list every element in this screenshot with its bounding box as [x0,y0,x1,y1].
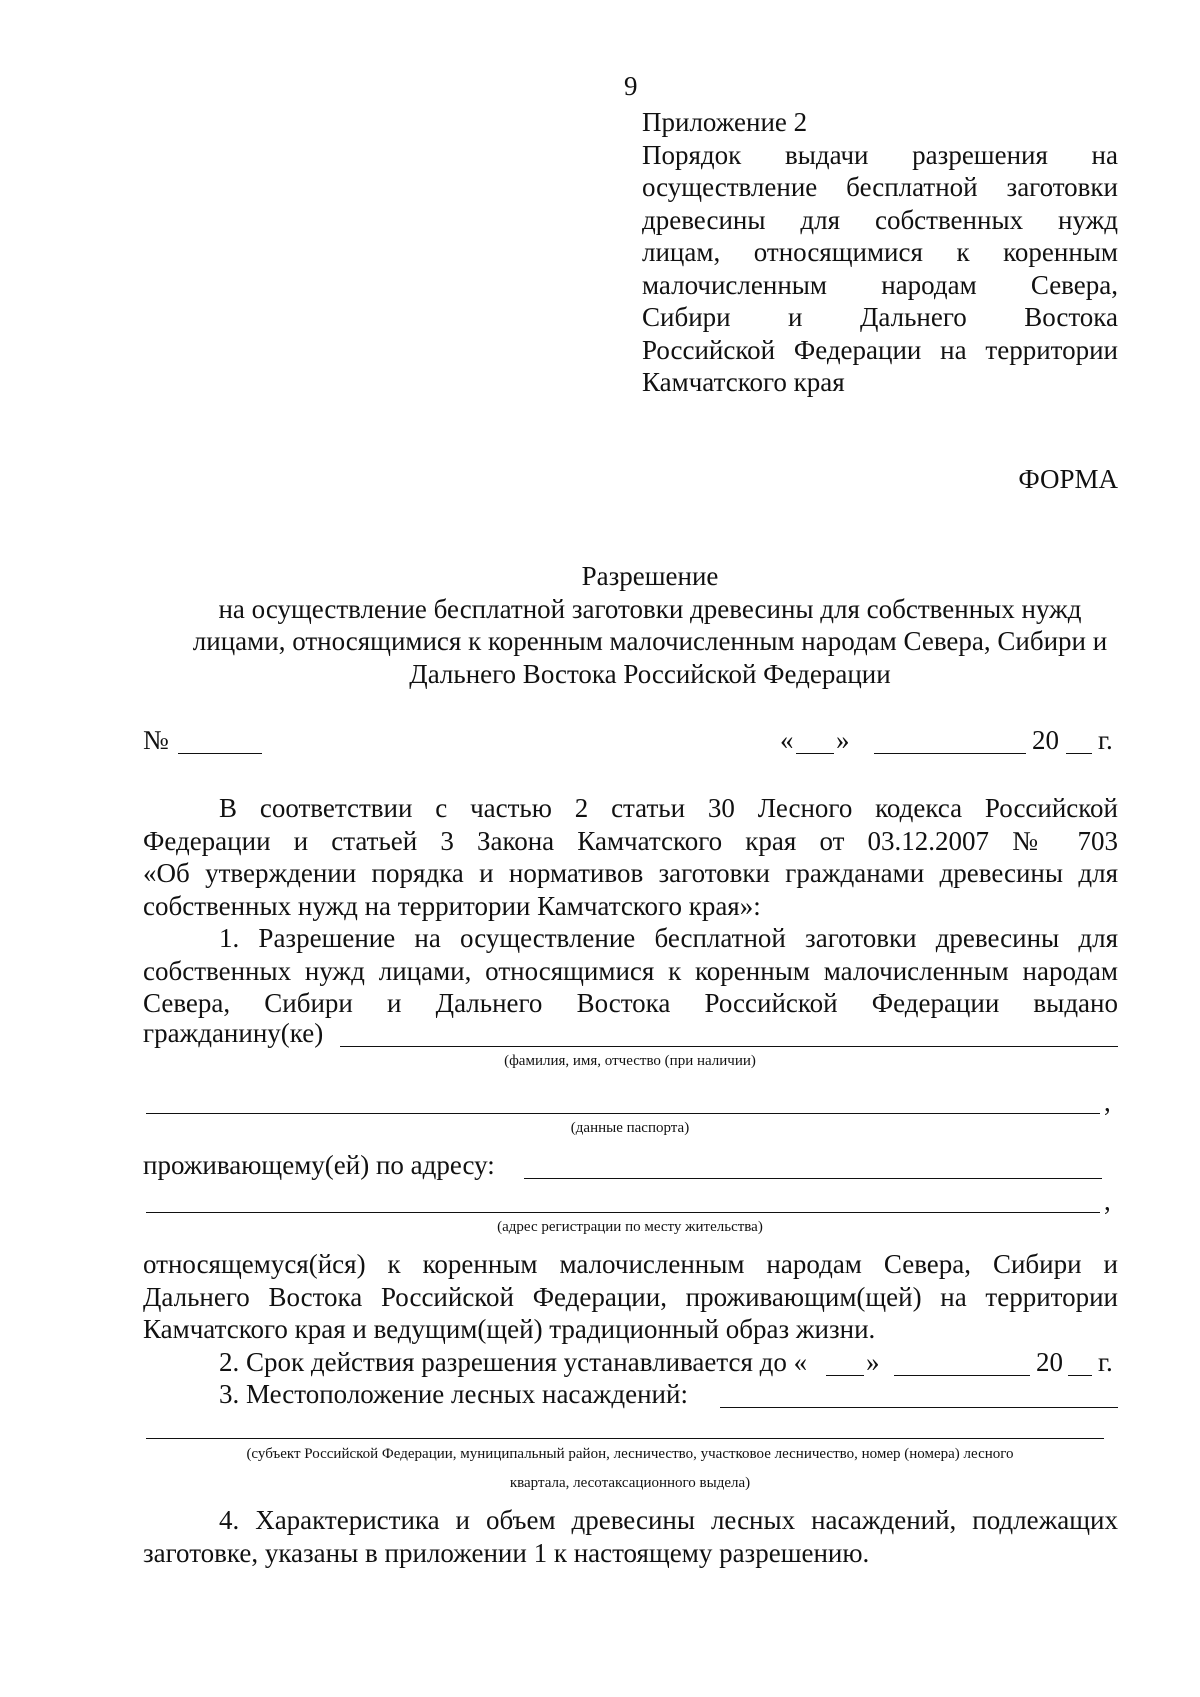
belonging-line: Дальнего Востока Российской Федерации, проживающим(щей) на территории [143,1281,1118,1312]
number-blank[interactable] [178,753,262,754]
item-1-line: Севера, Сибири и Дальнего Востока Российской Федерации выдано [143,988,1118,1018]
year-blank[interactable] [1066,753,1092,754]
preamble [143,792,1118,922]
address-field[interactable] [524,1178,1102,1179]
appendix-title-line: древесины для собственных нужд [642,204,1118,235]
month-blank[interactable] [874,753,1026,754]
preamble-line: «Об утверждении порядка и нормативов заготовки гражданами древесины для [143,858,1118,888]
day-blank[interactable] [796,753,834,754]
year-suffix: г. [1098,725,1113,755]
belonging-paragraph [143,1248,1118,1346]
appendix-block [642,106,1118,399]
form-label: ФОРМА [1018,464,1118,494]
item-2-year-blank[interactable] [1068,1375,1092,1376]
address-caption: (адрес регистрации по месту жительства) [497,1219,763,1235]
number-sign: № [143,725,169,755]
passport-comma: , [1104,1087,1111,1117]
fio-field[interactable] [340,1046,1118,1047]
preamble-line: собственных нужд на территории Камчатского края»: [143,890,761,921]
item-1 [143,922,1118,1020]
item-2-day-blank[interactable] [826,1375,864,1376]
appendix-title-line: Российской Федерации на территории [642,334,1118,365]
location-caption-2: квартала, лесотаксационного выдела) [509,1475,751,1491]
item-2-quote-close: » [866,1347,880,1377]
appendix-title-line: Порядок выдачи разрешения на [642,139,1118,170]
title-line: на осуществление бесплатной заготовки древесины для собственных нужд [218,593,1082,624]
item-2-year-prefix: 20 [1036,1347,1063,1377]
appendix-title-line: лицам, относящимися к коренным [642,237,1118,267]
date-quote-open: « [780,725,794,755]
address-comma: , [1104,1186,1111,1216]
address-field-2[interactable] [146,1212,1100,1213]
item-4-line: 4. Характеристика и объем древесины лесных насаждений, подлежащих [219,1505,1118,1535]
preamble-line: В соответствии с частью 2 статьи 30 Лесного кодекса Российской [219,793,1118,823]
appendix-title-line: малочисленным народам Севера, [642,269,1118,300]
appendix-title-line: осуществление бесплатной заготовки [642,172,1118,202]
fio-caption: (фамилия, имя, отчество (при наличии) [504,1053,756,1069]
title-line: Дальнего Востока Российской Федерации [409,658,891,689]
passport-caption: (данные паспорта) [570,1120,690,1136]
belonging-line: Камчатского края и ведущим(щей) традиционный образ жизни. [143,1314,876,1344]
date-quote-close: » [836,725,850,755]
item-3-label: 3. Местоположение лесных насаждений: [219,1379,688,1409]
item-4-line: заготовке, указаны в приложении 1 к настоящему разрешению. [143,1537,870,1568]
title-line: лицами, относящимися к коренным малочисленным народам Севера, Сибири и [192,626,1108,656]
item-2-text: 2. Срок действия разрешения устанавливается до « [219,1347,808,1377]
location-field-2[interactable] [146,1438,1104,1439]
title-line: Разрешение [581,561,719,591]
location-field[interactable] [720,1407,1118,1408]
item-1-line: собственных нужд лицами, относящимися к коренным малочисленным народам [143,955,1118,986]
passport-field[interactable] [146,1113,1100,1114]
item-2-year-suffix: г. [1098,1347,1113,1377]
belonging-line: относящемуся(йся) к коренным малочисленным народам Севера, Сибири и [143,1249,1118,1279]
item-4 [143,1504,1118,1569]
item-1-line: 1. Разрешение на осуществление бесплатной заготовки древесины для [219,923,1118,953]
year-prefix: 20 [1032,725,1059,755]
page-number: 9 [624,71,638,101]
item-2-month-blank[interactable] [894,1375,1030,1376]
appendix-label: Приложение 2 [642,107,808,137]
preamble-line: Федерации и статьей 3 Закона Камчатского края от 03.12.2007 № 703 [143,825,1118,856]
citizen-label: гражданину(ке) [143,1018,324,1048]
location-caption-1: (субъект Российской Федерации, муниципальный район, лесничество, участковое лесничество, номер (номера) лесного [246,1446,1014,1462]
appendix-title-line: Камчатского края [642,367,845,397]
appendix-title-line: Сибири и Дальнего Востока [642,302,1118,332]
document-title [100,560,1200,690]
address-label: проживающему(ей) по адресу: [143,1150,495,1180]
